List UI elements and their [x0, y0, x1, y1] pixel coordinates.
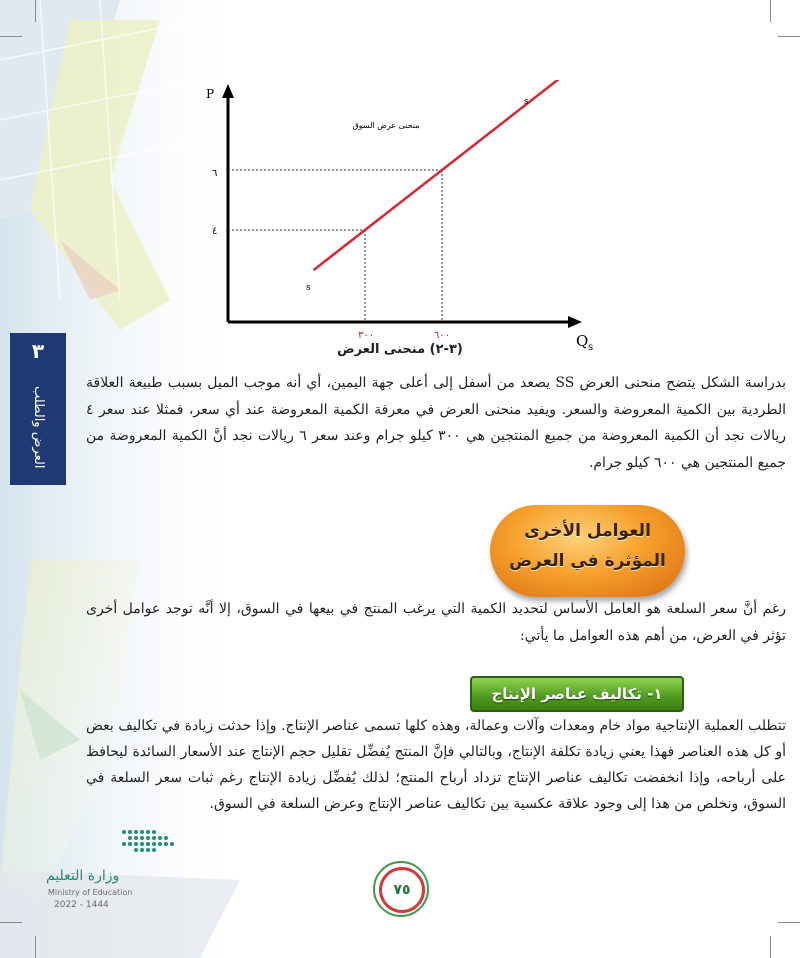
crop-mark — [770, 936, 771, 958]
section-pill-heading — [490, 505, 685, 597]
page-number: ٧٥ — [379, 867, 425, 913]
x-axis-arrow — [568, 316, 582, 328]
paragraph-supply-curve-explanation: بدراسة الشكل يتضح منحنى العرض SS يصعد من أسفل إلى أعلى جهة اليمين، أي أنه موجب الميل بسبب طبيعة العلاقة الطردية بين الكمية المعروضة والسعر. ويفيد منحنى العرض في معرفة الكمية المعروضة عند أي سعر، فمثلا عند سعر ٤ ريالات نجد أن الكمية المعروضة من جميع المنتجين هي ٣٠٠ كيلو جرام وعند سعر ٦ ريالات نجد أنَّ الكمية المعروضة من جميع المنتجين هي ٦٠٠ كيلو جرام. — [86, 375, 787, 471]
ministry-name-english: Ministry of Education — [48, 888, 133, 897]
y-tick-4: ٤ — [212, 226, 218, 237]
paragraph-other-factors-intro: رغم أنَّ سعر السلعة هو العامل الأساس لتحديد الكمية التي يرغب المنتج في بيعها في السوق، إلا أنَّه توجد عوامل أخرى تؤثر في العرض، من أهم هذه العوامل ما يأتي: — [86, 601, 786, 644]
x-tick-600: ٦٠٠ — [434, 330, 451, 341]
chapter-title: العرض والطلب — [31, 385, 46, 469]
curve-label: منحنى عرض السوق — [352, 121, 420, 130]
curve-end-label-bottom: s — [306, 283, 311, 293]
chapter-number: ٣ — [31, 339, 45, 363]
crop-mark — [35, 0, 36, 22]
ministry-logo-dots-icon — [120, 828, 180, 856]
crop-mark — [35, 936, 36, 958]
crop-mark — [0, 922, 22, 923]
y-tick-6: ٦ — [212, 168, 218, 179]
paragraph-production-costs: تتطلب العملية الإنتاجية مواد خام ومعدات وآلات وعمالة، وهذه كلها تسمى عناصر الإنتاج. وإذا حدثت زيادة في تكاليف بعض أو كل هذه العناصر فهذا يعني زيادة تكلفة الإنتاج، وبالتالي فإنَّ المنتج يُفضِّل تقليل حجم الإنتاج عند الأسعار السائدة ليحافظ على أرباحه، وإذا انخفضت تكاليف عناصر الإنتاج تزداد أرباح المنتج؛ لذلك يُفضِّل زيادة الإنتاج رغم ثبات سعر السلعة في السوق، ونخلص من هذا إلى وجود علاقة عكسية بين تكاليف عناصر الإنتاج وعرض السلعة في السوق. — [86, 718, 786, 812]
supply-curve-chart — [190, 80, 610, 380]
crop-mark — [778, 36, 800, 37]
pill-heading-line-2: المؤثرة في العرض — [509, 551, 666, 571]
axis-label-q-subscript: s — [588, 342, 594, 353]
curve-end-label-top: s — [524, 97, 529, 107]
x-tick-300: ٣٠٠ — [358, 330, 375, 341]
pill-heading-line-1: العوامل الأخرى — [524, 521, 651, 541]
ministry-year: 2022 - 1444 — [54, 900, 109, 910]
y-axis-arrow — [222, 84, 234, 98]
crop-mark — [0, 36, 22, 37]
crop-mark — [770, 0, 771, 22]
ministry-logo — [20, 828, 180, 918]
crop-mark — [778, 922, 800, 923]
chart-caption: (٣-٢) منحنى العرض — [337, 342, 463, 357]
axis-label-q: Q — [576, 332, 589, 350]
section-heading-production-costs: ١- تكاليف عناصر الإنتاج — [470, 676, 684, 712]
ministry-name-arabic: وزارة التعليم — [46, 868, 120, 884]
supply-curve-line — [314, 80, 560, 270]
chapter-tab — [10, 333, 66, 485]
axis-label-p: P — [206, 87, 215, 101]
